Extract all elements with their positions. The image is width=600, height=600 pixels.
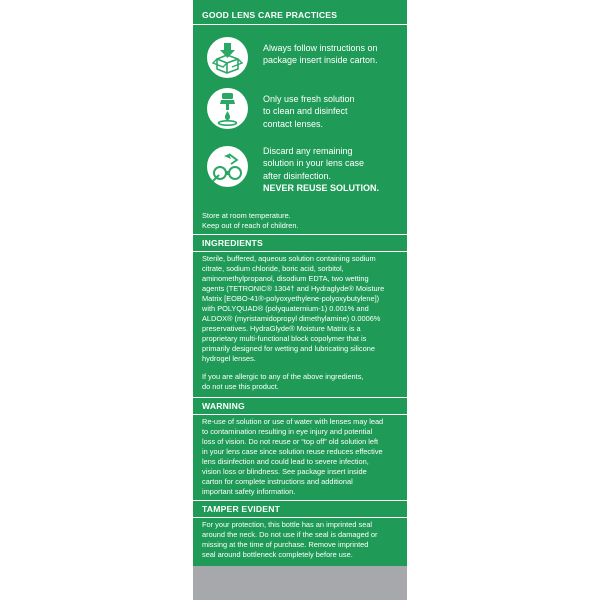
tamper-bottom-rule <box>193 517 407 518</box>
ingredients-heading: INGREDIENTS <box>202 238 263 248</box>
ingredients-text <box>202 254 402 365</box>
ingredients-line: preservatives. HydraGlyde® Moisture Matrix is a <box>202 324 361 334</box>
ingredients-top-rule <box>193 234 407 235</box>
storage-notes <box>202 211 402 231</box>
allergy-note <box>202 372 402 392</box>
ingredients-line: agents (TETRONIC® 1304† and Hydraglyde® Moisture <box>202 284 385 294</box>
ingredients-line: primarily designed for wetting and lubricating silicone <box>202 344 375 354</box>
carton-bottom-band <box>193 566 407 600</box>
tamper-line: seal around bottleneck completely before use. <box>202 550 353 560</box>
ingredients-line: Sterile, buffered, aqueous solution containing sodium <box>202 254 376 263</box>
ingredients-line: aminomethylpropanol, disodium EDTA, two wetting <box>202 274 369 284</box>
practice-3-never-reuse: NEVER REUSE SOLUTION. <box>263 182 380 193</box>
practice-1-text <box>263 42 401 67</box>
practice-3-line-1: Discard any remaining <box>263 146 353 156</box>
tamper-line: around the neck. Do not use if the seal is damaged or <box>202 530 378 540</box>
warning-line: in your lens case since solution reuse reduces effective <box>202 447 383 457</box>
allergy-line: If you are allergic to any of the above ingredients, <box>202 372 364 381</box>
ingredients-line: ALDOX® (myristamidopropyl dimethylamine) 0.0006% <box>202 314 381 324</box>
warning-line: vision loss or blindness. See package insert inside <box>202 467 367 477</box>
warning-top-rule <box>193 397 407 398</box>
carton-side-panel <box>193 0 407 600</box>
warning-line: to contamination resulting in eye injury and potential <box>202 427 373 437</box>
practice-3-line-2: solution in your lens case <box>263 158 365 169</box>
storage-line-1: Store at room temperature. <box>202 211 291 220</box>
tamper-line: missing at the time of purchase. Remove imprinted <box>202 540 369 550</box>
practice-1-line-2: package insert inside carton. <box>263 55 378 66</box>
practice-2-text <box>263 93 401 130</box>
practice-3-text <box>263 145 401 194</box>
heading-divider <box>193 24 407 25</box>
practice-2-line-3: contact lenses. <box>263 118 324 129</box>
warning-line: important safety information. <box>202 487 296 497</box>
ingredients-bottom-rule <box>193 251 407 252</box>
practices-heading: GOOD LENS CARE PRACTICES <box>202 10 338 20</box>
ingredients-line: hydrogel lenses. <box>202 354 256 364</box>
warning-line: lens disinfection and could lead to severe infection, <box>202 457 369 467</box>
ingredients-line: proprietary multi-functional block copolymer that is <box>202 334 367 344</box>
allergy-line: do not use this product. <box>202 382 279 392</box>
tamper-top-rule <box>193 500 407 501</box>
solution-bottle-icon <box>207 88 248 129</box>
ingredients-line: Matrix [EOBO-41®-polyoxyethylene-polyoxybutylene]) <box>202 294 380 304</box>
warning-line: Re-use of solution or use of water with lenses may lead <box>202 417 384 426</box>
practice-1-line-1: Always follow instructions on <box>263 43 378 53</box>
practice-3-line-3: after disinfection. <box>263 170 332 181</box>
warning-heading: WARNING <box>202 401 245 411</box>
tamper-text <box>202 520 402 560</box>
tamper-line: For your protection, this bottle has an imprinted seal <box>202 520 373 529</box>
warning-bottom-rule <box>193 414 407 415</box>
warning-line: carton for complete instructions and additional <box>202 477 353 487</box>
practice-2-line-2: to clean and disinfect <box>263 106 348 117</box>
carton-arrow-icon <box>207 37 248 78</box>
warning-line: loss of vision. Do not reuse or “top off” old solution left <box>202 437 379 447</box>
ingredients-line: citrate, sodium chloride, boric acid, sorbitol, <box>202 264 344 274</box>
warning-text <box>202 417 402 497</box>
lens-case-icon <box>207 146 248 187</box>
practice-2-line-1: Only use fresh solution <box>263 94 355 104</box>
tamper-heading: TAMPER EVIDENT <box>202 504 281 514</box>
ingredients-line: with POLYQUAD® (polyquaternium-1) 0.001% and <box>202 304 369 314</box>
storage-line-2: Keep out of reach of children. <box>202 221 299 231</box>
